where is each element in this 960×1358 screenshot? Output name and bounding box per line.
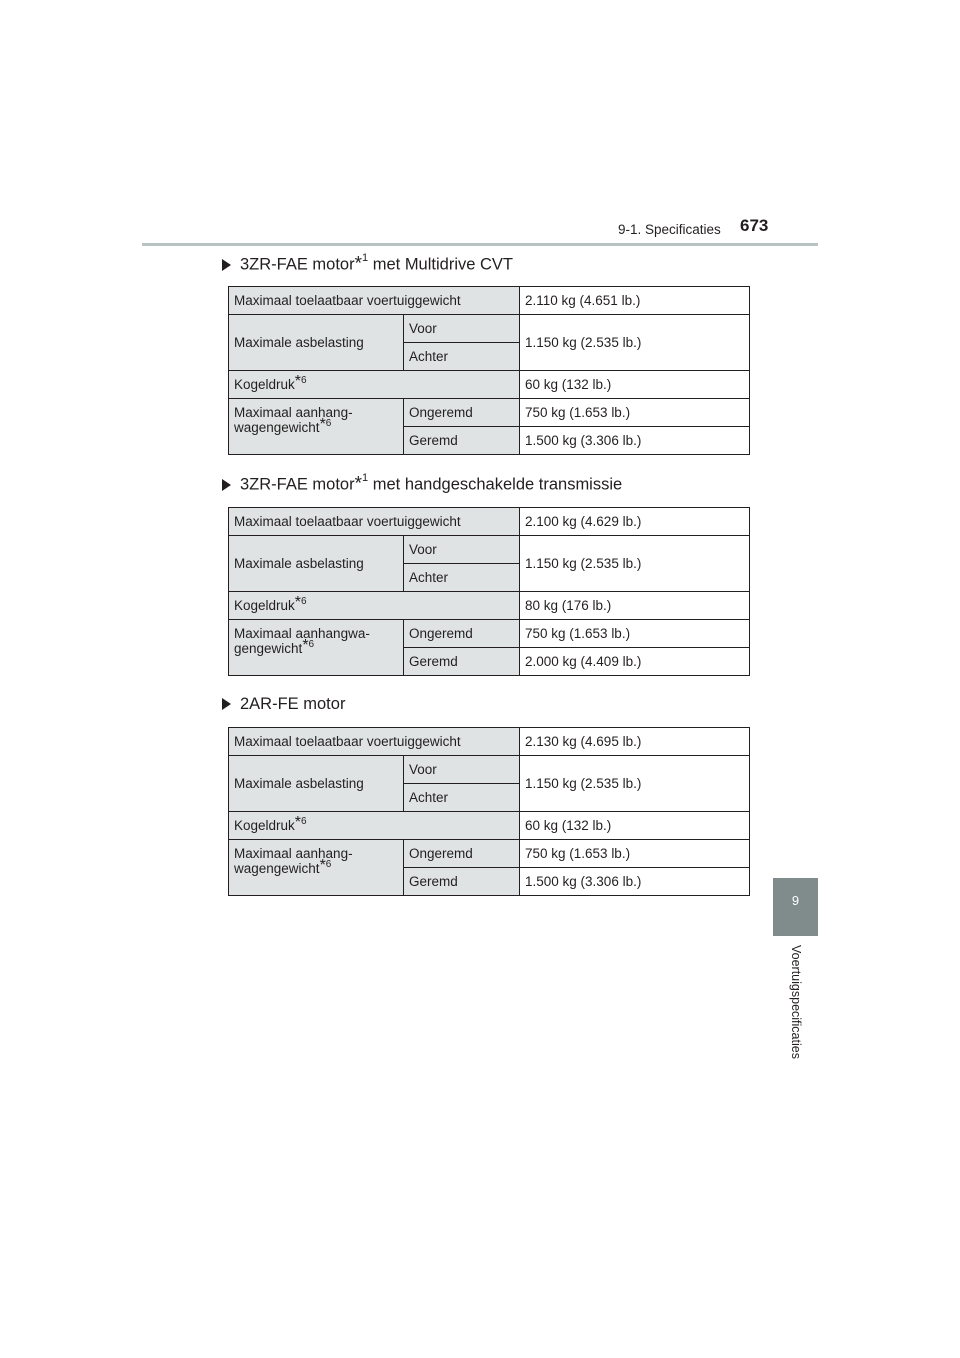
axle-label: Maximale asbelasting xyxy=(229,536,404,592)
unbraked-label: Ongeremd xyxy=(404,620,520,648)
kogeldruk-value: 60 kg (132 lb.) xyxy=(520,812,750,840)
gvw-label: Maximaal toelaatbaar voertuiggewicht xyxy=(229,728,520,756)
table-row xyxy=(229,812,750,840)
axle-value: 1.150 kg (2.535 lb.) xyxy=(520,315,750,371)
unbraked-label: Ongeremd xyxy=(404,399,520,427)
axle-front-label: Voor xyxy=(404,315,520,343)
kogeldruk-label: Kogeldruk*$^6$ xyxy=(229,371,520,399)
table-row xyxy=(229,399,750,427)
arrow-right-icon xyxy=(222,698,231,710)
table-row xyxy=(229,756,750,784)
braked-value: 1.500 kg (3.306 lb.) xyxy=(520,868,750,896)
page-number: 673 xyxy=(740,216,769,235)
kogeldruk-label: Kogeldruk*$^6$ xyxy=(229,592,520,620)
kogeldruk-value: 60 kg (132 lb.) xyxy=(520,371,750,399)
table-row xyxy=(229,620,750,648)
chapter-label: Voertuigspecificaties xyxy=(789,945,803,1059)
axle-value: 1.150 kg (2.535 lb.) xyxy=(520,536,750,592)
unbraked-value: 750 kg (1.653 lb.) xyxy=(520,620,750,648)
spec-table-cvt xyxy=(228,286,750,455)
table-row xyxy=(229,592,750,620)
axle-label: Maximale asbelasting xyxy=(229,315,404,371)
gvw-value: 2.130 kg (4.695 lb.) xyxy=(520,728,750,756)
trailer-weight-label: Maximaal aanhang- wagengewicht*$^6$ xyxy=(229,840,404,896)
section-heading-2ar: 2AR-FE motor xyxy=(222,695,345,714)
axle-value: 1.150 kg (2.535 lb.) xyxy=(520,756,750,812)
section-heading-manual: 3ZR-FAE motor*$^1$ met handgeschakelde transmissie xyxy=(222,474,622,495)
braked-value: 1.500 kg (3.306 lb.) xyxy=(520,427,750,455)
spec-table-2ar xyxy=(228,727,750,896)
gvw-label: Maximaal toelaatbaar voertuiggewicht xyxy=(229,508,520,536)
trailer-weight-label: Maximaal aanhang- wagengewicht*$^6$ xyxy=(229,399,404,455)
axle-rear-label: Achter xyxy=(404,784,520,812)
table-row xyxy=(229,315,750,343)
header-divider xyxy=(142,243,818,246)
table-row xyxy=(229,536,750,564)
unbraked-value: 750 kg (1.653 lb.) xyxy=(520,840,750,868)
table-row xyxy=(229,287,750,315)
unbraked-value: 750 kg (1.653 lb.) xyxy=(520,399,750,427)
braked-label: Geremd xyxy=(404,427,520,455)
axle-rear-label: Achter xyxy=(404,564,520,592)
axle-label: Maximale asbelasting xyxy=(229,756,404,812)
braked-label: Geremd xyxy=(404,648,520,676)
table-row xyxy=(229,840,750,868)
spec-table-manual xyxy=(228,507,750,676)
table-row xyxy=(229,371,750,399)
axle-rear-label: Achter xyxy=(404,343,520,371)
kogeldruk-label: Kogeldruk*$^6$ xyxy=(229,812,520,840)
arrow-right-icon xyxy=(222,479,231,491)
trailer-weight-label: Maximaal aanhangwa- gengewicht*$^6$ xyxy=(229,620,404,676)
chapter-tab: 9 xyxy=(773,878,818,936)
braked-label: Geremd xyxy=(404,868,520,896)
axle-front-label: Voor xyxy=(404,536,520,564)
arrow-right-icon xyxy=(222,259,231,271)
braked-value: 2.000 kg (4.409 lb.) xyxy=(520,648,750,676)
table-row xyxy=(229,728,750,756)
unbraked-label: Ongeremd xyxy=(404,840,520,868)
kogeldruk-value: 80 kg (176 lb.) xyxy=(520,592,750,620)
gvw-value: 2.100 kg (4.629 lb.) xyxy=(520,508,750,536)
gvw-value: 2.110 kg (4.651 lb.) xyxy=(520,287,750,315)
section-title: 9-1. Specificaties xyxy=(618,222,721,237)
table-row xyxy=(229,508,750,536)
axle-front-label: Voor xyxy=(404,756,520,784)
gvw-label: Maximaal toelaatbaar voertuiggewicht xyxy=(229,287,520,315)
section-heading-cvt: 3ZR-FAE motor*$^1$ met Multidrive CVT xyxy=(222,254,513,275)
